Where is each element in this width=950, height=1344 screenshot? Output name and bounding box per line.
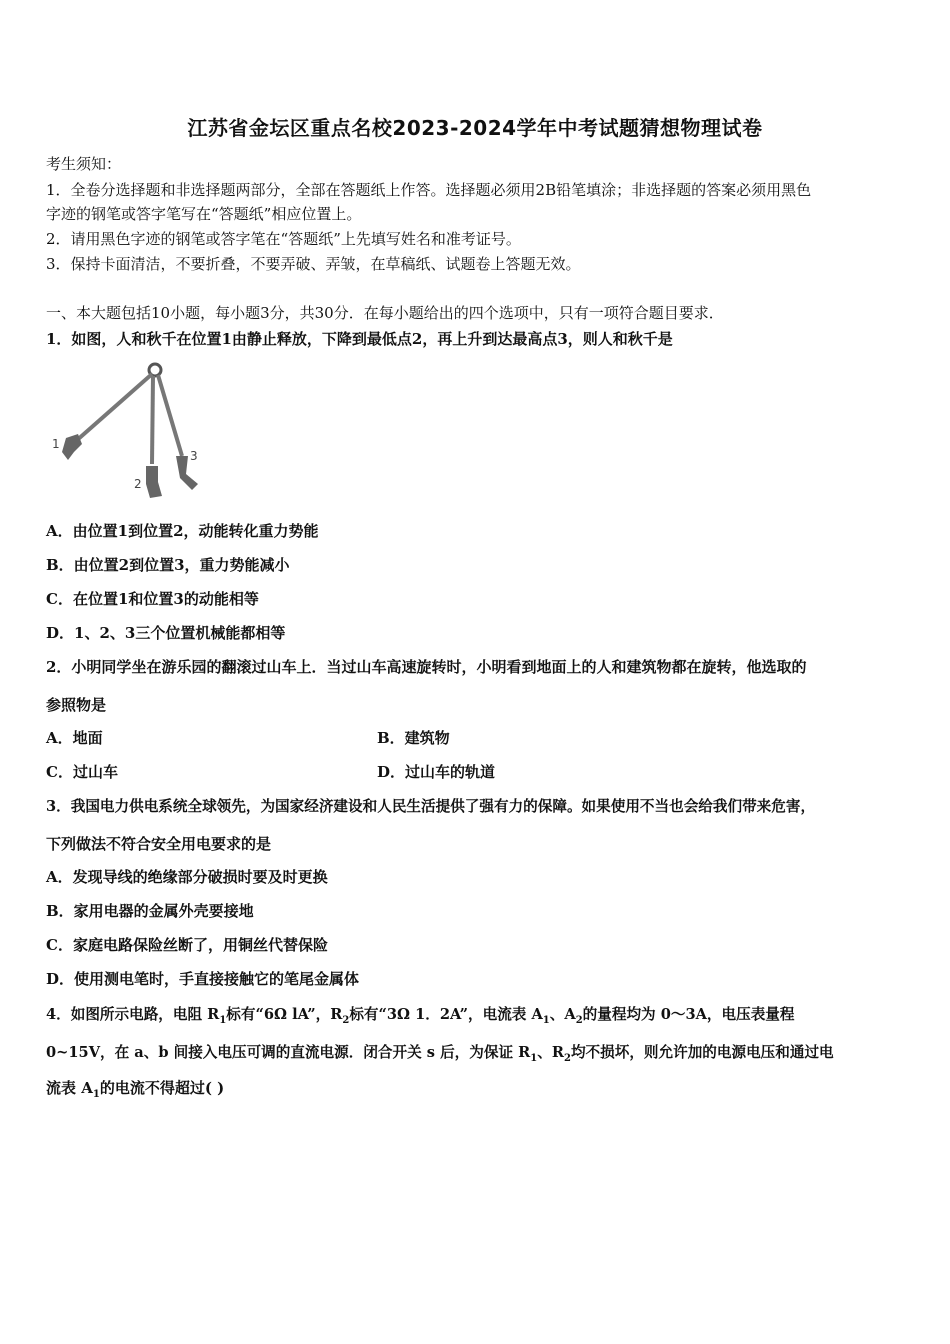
rope-position-2 — [152, 376, 153, 464]
q2-option-b: B．建筑物 — [377, 729, 450, 747]
q4-stem-line3: 流表 $A_1$的电流不得超过( ) — [46, 1079, 225, 1100]
q3-option-d: D．使用测电笔时，手直接接触它的笔尾金属体 — [46, 970, 360, 988]
q1-option-c: C．在位置1和位置3的动能相等 — [46, 590, 259, 608]
page-title: 江苏省金坛区重点名校2023-2024学年中考试题猜想物理试卷 — [187, 116, 763, 140]
swing-diagram — [46, 356, 214, 506]
q4-stem-line2: 0~15V，在 a、b 间接入电压可调的直流电源．闭合开关 s 后，为保证 $R_1$、$R_2$均不损坏，则允许加的电源电压和通过电 — [46, 1044, 834, 1064]
label-3: 3 — [190, 449, 198, 463]
label-2: 2 — [134, 477, 142, 491]
notice-item-1-cont: 字迹的钢笔或答字笔写在“答题纸”相应位置上。 — [46, 205, 362, 223]
section-heading: 一、本大题包括10小题，每小题3分，共30分．在每小题给出的四个选项中，只有一项符合题目要求． — [46, 304, 724, 322]
q3-option-b: B．家用电器的金属外壳要接地 — [46, 902, 254, 920]
rope-position-3 — [158, 375, 182, 456]
q4-stem-line1: 4．如图所示电路，电阻 $R_1$标有“6Ω lA”，$R_2$标有“3Ω 1．2A”，电流表 $A_1$、$A_2$的量程均为 0～3A，电压表量程 — [46, 1006, 795, 1026]
q2-option-c: C．过山车 — [46, 763, 118, 781]
q2-stem-line2: 参照物是 — [46, 696, 107, 714]
swing-figure — [46, 356, 214, 506]
rope-position-1 — [76, 374, 152, 441]
q3-stem-line2: 下列做法不符合安全用电要求的是 — [46, 835, 272, 853]
q1-option-a: A．由位置1到位置2，动能转化重力势能 — [46, 522, 319, 540]
notice-heading: 考生须知： — [46, 155, 122, 173]
q2-option-a: A．地面 — [46, 729, 103, 747]
q2-stem-line1: 2．小明同学坐在游乐园的翻滚过山车上．当过山车高速旋转时，小明看到地面上的人和建筑物都在旋转，他选取的 — [46, 658, 807, 676]
person-position-1 — [62, 434, 82, 460]
q2-option-d: D．过山车的轨道 — [377, 763, 496, 781]
person-position-2 — [146, 466, 162, 498]
q1-option-d: D．1、2、3三个位置机械能都相等 — [46, 624, 286, 642]
q3-option-c: C．家庭电路保险丝断了，用铜丝代替保险 — [46, 936, 328, 954]
q1-option-b: B．由位置2到位置3，重力势能减小 — [46, 556, 290, 574]
notice-item-1: 1．全卷分选择题和非选择题两部分，全部在答题纸上作答。选择题必须用2B铅笔填涂；非选择题的答案必须用黑色 — [46, 181, 812, 199]
label-1: 1 — [52, 437, 60, 451]
q1-stem: 1．如图，人和秋千在位置1由静止释放，下降到最低点2，再上升到达最高点3，则人和秋千是 — [46, 330, 673, 348]
q3-option-a: A．发现导线的绝缘部分破损时要及时更换 — [46, 868, 328, 886]
notice-item-2: 2．请用黑色字迹的钢笔或答字笔在“答题纸”上先填写姓名和准考证号。 — [46, 230, 521, 248]
q3-stem-line1: 3．我国电力供电系统全球领先，为国家经济建设和人民生活提供了强有力的保障。如果使用不当也会给我们带来危害， — [46, 798, 816, 815]
notice-item-3: 3．保持卡面清洁，不要折叠，不要弄破、弄皱，在草稿纸、试题卷上答题无效。 — [46, 255, 581, 273]
